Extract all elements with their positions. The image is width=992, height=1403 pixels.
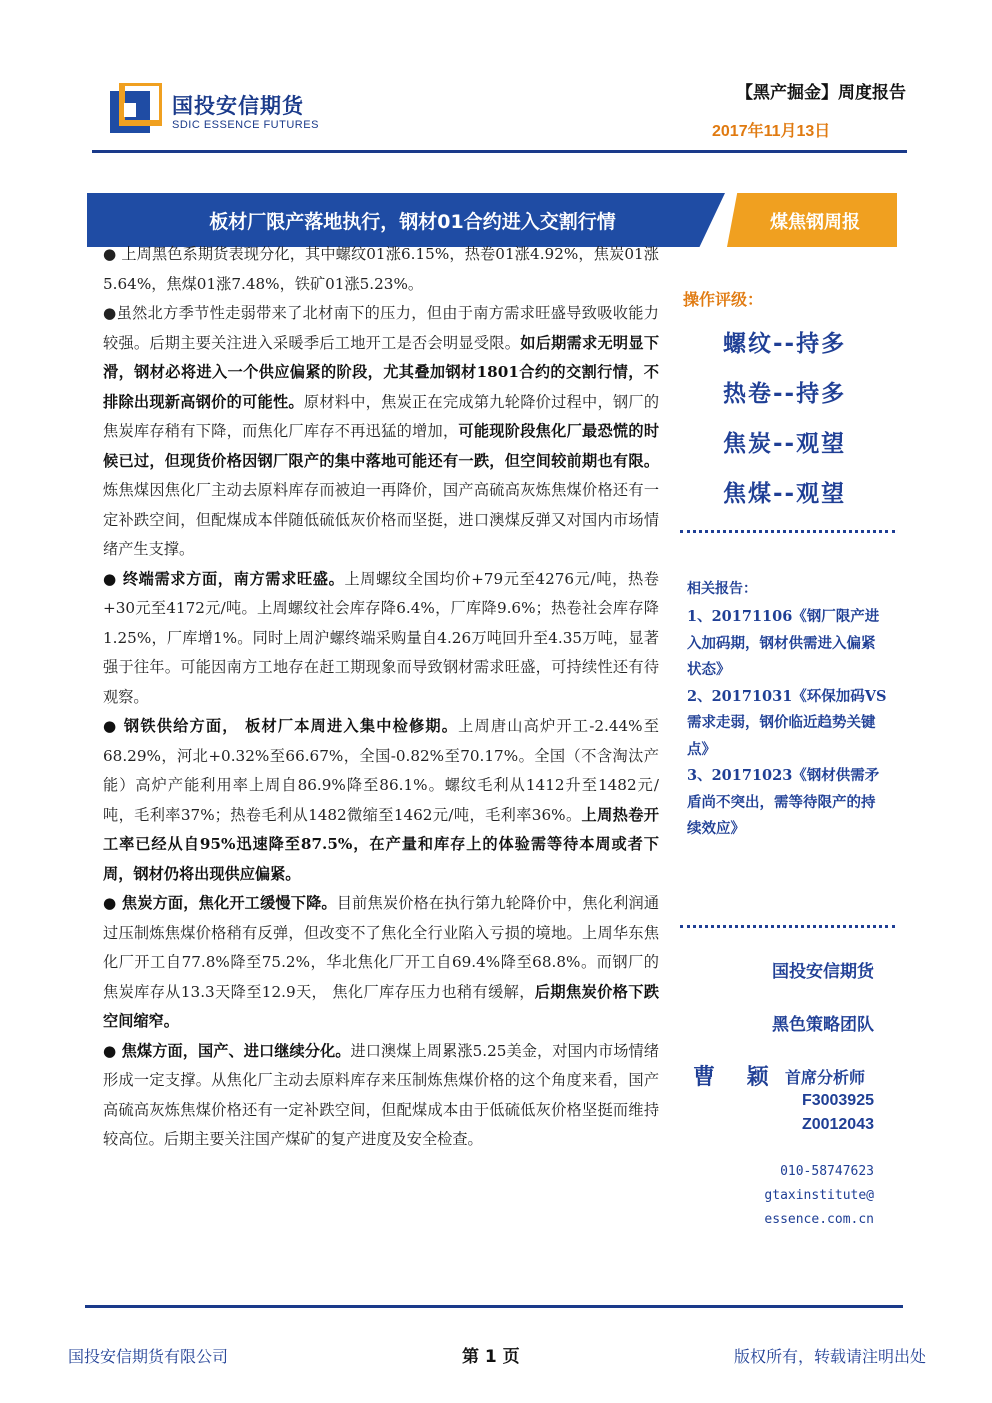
- related-report-link[interactable]: 2、20171031《环保加码VS需求走弱，钢价临近趋势关键点》: [687, 687, 887, 758]
- analyst-name: 曹 颖: [693, 1065, 781, 1090]
- footer-rule: [85, 1305, 903, 1308]
- paragraph-supply: ● 钢铁供给方面， 板材厂本周进入集中检修期。上周唐山高炉开工-2.44%至68.29%，河北+0.32%至66.67%，全国-0.82%至70.17%。全国（不含淘汰产能）高炉产能利用率上周自86.9%降至86.1%。螺纹毛利从1412升至1482元/吨，毛利率37%；热卷毛利从1482微缩至1462元/吨，毛利率36%。上周热卷开工率已经从自95%迅速降至87.5%，在产量和库存上的体验需等待本周或者下周，钢材仍将出现供应偏紧。: [103, 717, 659, 883]
- rating-title: 操作评级：: [683, 290, 764, 309]
- main-body: [103, 240, 659, 1155]
- analyst-role: 首席分析师: [785, 1068, 866, 1087]
- related-reports-list: [687, 604, 887, 843]
- report-title: 板材厂限产落地执行，钢材01合约进入交割行情: [209, 211, 616, 233]
- report-type: 【黑产掘金】周度报告: [736, 83, 906, 103]
- contact-email-domain[interactable]: essence.com.cn: [764, 1212, 874, 1227]
- rating-coke: 焦炭--观望: [723, 431, 847, 457]
- paragraph-summary: ● 上周黑色系期货表现分化，其中螺纹01涨6.15%，热卷01涨4.92%，焦炭01涨5.64%，焦煤01涨7.48%，铁矿01涨5.23%。: [103, 245, 659, 293]
- analyst-cert-f: F3003925: [801, 1092, 874, 1109]
- paragraph-coke: ● 焦炭方面，焦化开工缓慢下降。目前焦炭价格在执行第九轮降价中，焦化利润通过压制炼焦煤价格稍有反弹，但改变不了焦化全行业陷入亏损的境地。上周华东焦化厂开工自77.8%降至75.2%，华北焦化厂开工自69.4%降至68.8%。而钢厂的焦炭库存从13.3天降至12.9天， 焦化厂库存压力也稍有缓解，后期焦炭价格下跌空间缩窄。: [103, 894, 660, 1030]
- contact-phone: 010-58747623: [780, 1164, 874, 1179]
- analyst-cert-z: Z0012043: [801, 1116, 874, 1133]
- paragraph-demand: ● 终端需求方面，南方需求旺盛。上周螺纹全国均价+79元至4276元/吨，热卷+30元至4172元/吨。上周螺纹社会库存降6.4%，厂库降9.6%；热卷社会库存降1.25%，厂库增1%。同时上周沪螺终端采购量自4.26万吨回升至4.35万吨，显著强于往年。可能因南方工地存在赶工期现象而导致钢材需求旺盛，可持续性还有待观察。: [103, 569, 659, 706]
- team-company: 国投安信期货: [772, 962, 874, 982]
- footer-company: 国投安信期货有限公司: [68, 1347, 229, 1366]
- contact-email[interactable]: gtaxinstitute@: [764, 1188, 874, 1203]
- rating-hot-coil: 热卷--持多: [723, 381, 847, 407]
- related-report-link[interactable]: 3、20171023《钢材供需矛盾尚不突出，需等待限产的持续效应》: [687, 767, 880, 837]
- team-name: 黑色策略团队: [772, 1015, 874, 1035]
- contact-info: [764, 1160, 874, 1232]
- paragraph-coking-coal: ● 焦煤方面，国产、进口继续分化。进口澳煤上周累涨5.25美金，对国内市场情绪形成一定支撑。从焦化厂主动去原料库存来压制炼焦煤价格的这个角度来看，国产高硫高灰炼焦煤价格还有一定补跌空间，但配煤成本由于低硫低灰价格坚挺而维持较高位。后期主要关注国产煤矿的复产进度及安全检查。: [103, 1041, 659, 1148]
- related-reports-title: 相关报告：: [687, 581, 757, 597]
- header-rule: [92, 150, 907, 153]
- rating-coking-coal: 焦煤--观望: [723, 481, 847, 507]
- footer-copyright: 版权所有，转载请注明出处: [733, 1347, 926, 1366]
- report-category: 煤焦钢周报: [770, 212, 860, 233]
- company-logo-icon: [110, 83, 162, 133]
- page-number: 第 1 页: [462, 1347, 520, 1367]
- company-name-cn: 国投安信期货: [172, 94, 304, 118]
- paragraph-outlook: ●虽然北方季节性走弱带来了北材南下的压力，但由于南方需求旺盛导致吸收能力较强。后期主要关注进入采暖季后工地开工是否会明显受限。如后期需求无明显下滑，钢材必将进入一个供应偏紧的阶段，尤其叠加钢材1801合约的交割行情，不排除出现新高钢价的可能性。原材料中，焦炭正在完成第九轮降价过程中，钢厂的焦炭库存稍有下降，而焦化厂库存不再迅猛的增加，可能现阶段焦化厂最恐慌的时候已过，但现货价格因钢厂限产的集中落地可能还有一跌，但空间较前期也有限。炼焦煤因焦化厂主动去原料库存而被迫一再降价，国产高硫高灰炼焦煤价格还有一定补跌空间，但配煤成本伴随低硫低灰价格而坚挺，进口澳煤反弹又对国内市场情绪产生支撑。: [103, 304, 660, 558]
- rating-list: [683, 322, 903, 522]
- dotted-divider: [680, 530, 895, 533]
- company-name-en: SDIC ESSENCE FUTURES: [172, 119, 319, 131]
- report-date: 2017年11月13日: [712, 123, 831, 140]
- dotted-divider: [680, 925, 895, 928]
- related-report-link[interactable]: 1、20171106《钢厂限产进入加码期，钢材供需进入偏紧状态》: [687, 608, 880, 678]
- rating-rebar: 螺纹--持多: [723, 331, 847, 357]
